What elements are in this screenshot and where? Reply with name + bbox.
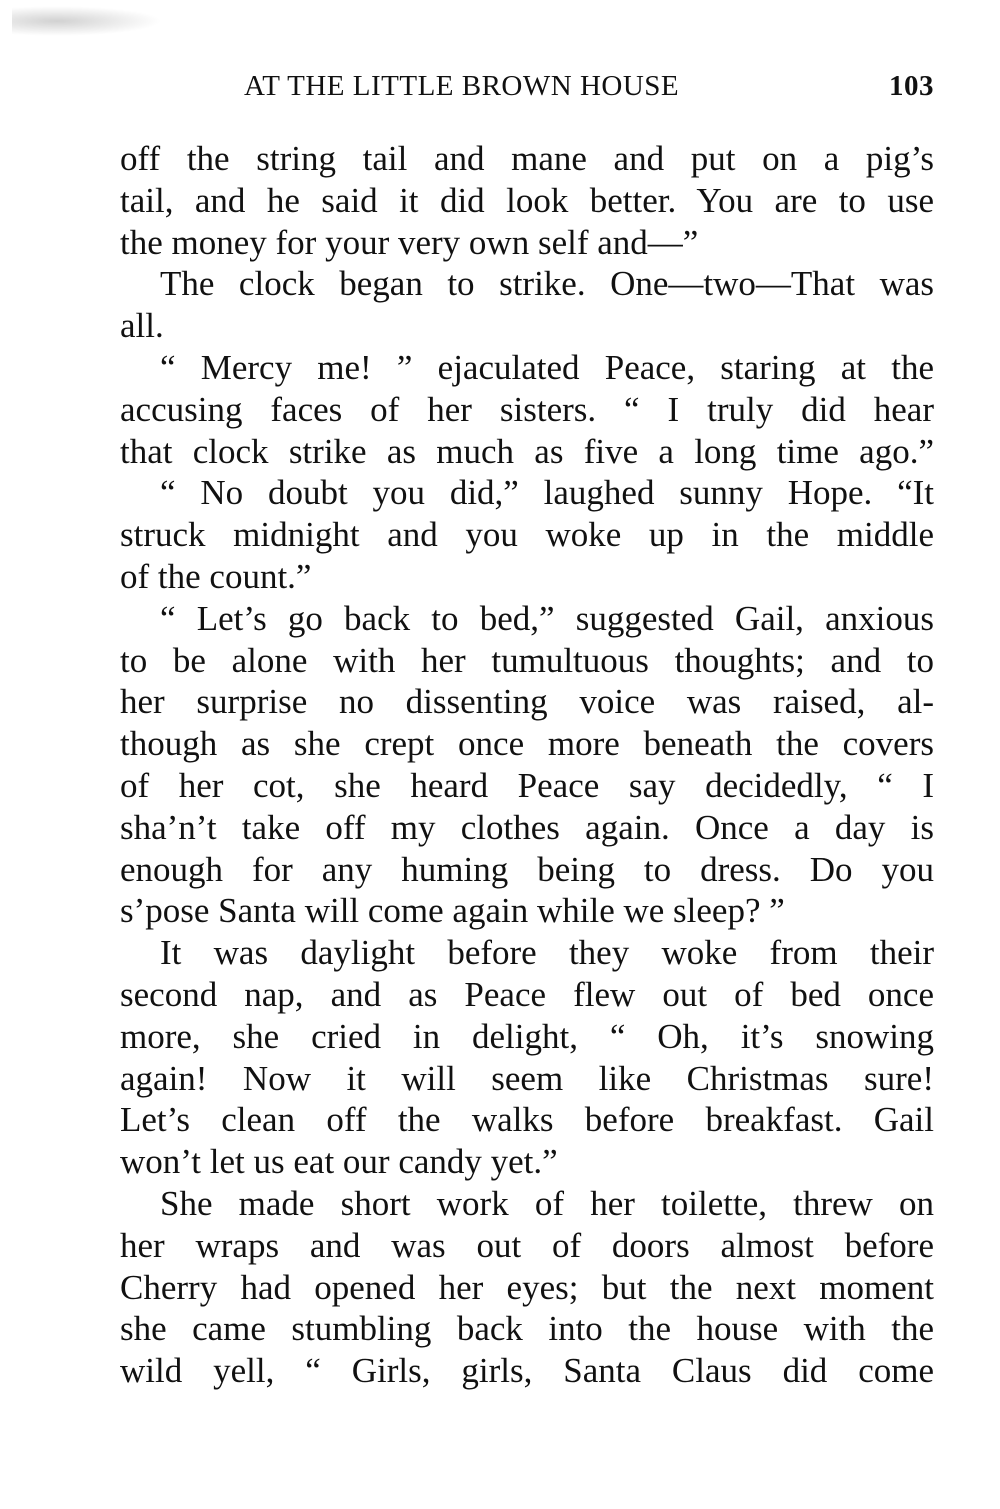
body-text: [120, 138, 934, 1392]
text-line: though as she crept once more beneath the covers: [120, 724, 934, 764]
text-line: her surprise no dissenting voice was raised, al-: [120, 682, 934, 722]
text-line: of her cot, she heard Peace say decidedly, “ I: [120, 765, 934, 805]
text-line: Let’s clean off the walks before breakfast. Gail: [120, 1100, 934, 1140]
text-line: the money for your very own self and—”: [120, 222, 699, 262]
text-line: enough for any huming being to dress. Do you: [120, 849, 934, 889]
text-line: tail, and he said it did look better. You are to use: [120, 180, 934, 220]
running-title: AT THE LITTLE BROWN HOUSE: [244, 70, 680, 102]
text-line: second nap, and as Peace flew out of bed once: [120, 974, 934, 1014]
text-line: she came stumbling back into the house with the: [120, 1309, 934, 1349]
text-line: all.: [120, 306, 164, 346]
page-number: 103: [889, 70, 934, 102]
text-line: that clock strike as much as five a long time ago.”: [120, 431, 934, 471]
text-line: again! Now it will seem like Christmas sure!: [120, 1058, 934, 1098]
text-line: “ No doubt you did,” laughed sunny Hope. “It: [160, 473, 934, 513]
text-line: more, she cried in delight, “ Oh, it’s snowing: [120, 1016, 934, 1056]
text-line: won’t let us eat our candy yet.”: [120, 1142, 558, 1182]
page-header: [244, 70, 934, 110]
text-line: of the count.”: [120, 556, 312, 596]
text-line: off the string tail and mane and put on a pig’s: [120, 139, 934, 178]
text-line: She made short work of her toilette, threw on: [160, 1183, 934, 1223]
text-line: sha’n’t take off my clothes again. Once a day is: [120, 807, 934, 847]
text-line: to be alone with her tumultuous thoughts; and to: [120, 640, 934, 680]
text-line: struck midnight and you woke up in the middle: [120, 515, 934, 555]
scan-blemish: [12, 6, 162, 36]
text-line: The clock began to strike. One—two—That was: [160, 264, 934, 304]
text-line: s’pose Santa will come again while we sleep? ”: [120, 891, 785, 931]
text-line: her wraps and was out of doors almost before: [120, 1225, 934, 1265]
text-line: It was daylight before they woke from their: [160, 933, 934, 973]
text-line: Cherry had opened her eyes; but the next moment: [120, 1267, 934, 1307]
text-line: wild yell, “ Girls, girls, Santa Claus did come: [120, 1351, 934, 1391]
text-line: accusing faces of her sisters. “ I truly did hear: [120, 389, 934, 429]
text-line: “ Let’s go back to bed,” suggested Gail, anxious: [160, 598, 934, 638]
text-line: “ Mercy me! ” ejaculated Peace, staring at the: [160, 347, 934, 387]
